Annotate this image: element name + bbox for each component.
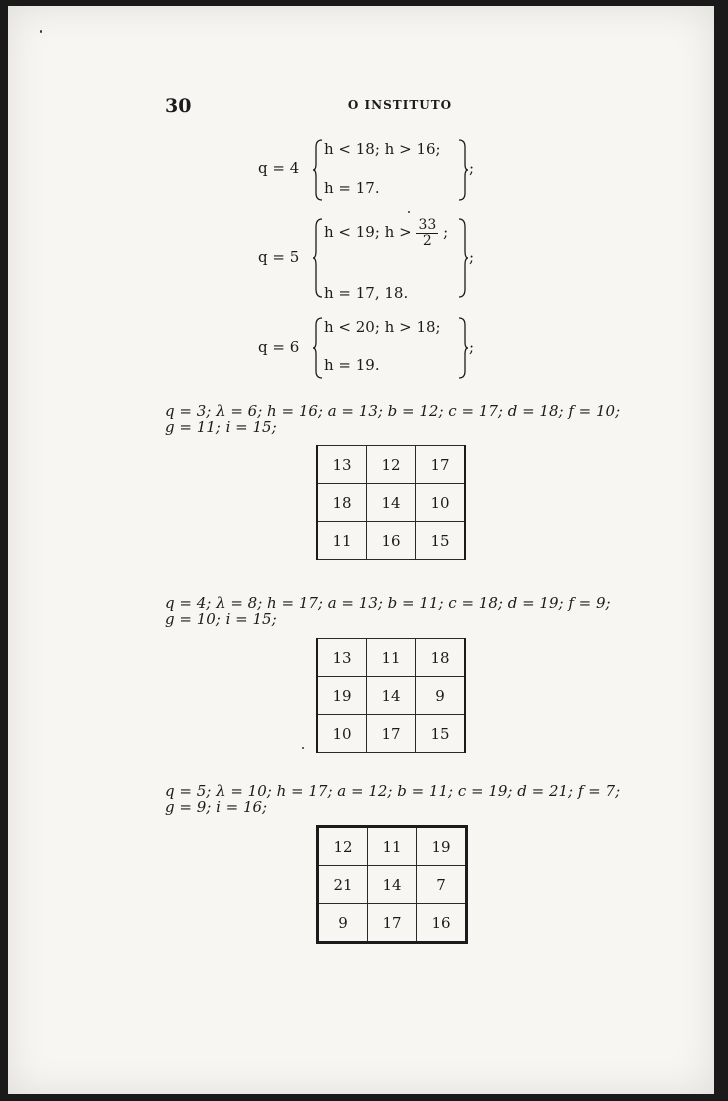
magic-square-3 [316, 825, 468, 944]
table-row [317, 715, 465, 753]
table-row [317, 677, 465, 715]
system-line-1a: h < 19; h > [324, 223, 412, 242]
square-params-line-1: q = 3; λ = 6; h = 16; a = 13; b = 12; c = 17; d = 18; f = 10; [165, 402, 621, 420]
table-cell: 10 [317, 715, 367, 753]
table-cell: 14 [367, 484, 416, 522]
table-cell: 11 [367, 639, 416, 677]
table-cell: 12 [318, 827, 368, 866]
table-row [317, 446, 465, 484]
table-cell: 17 [368, 904, 417, 943]
left-brace-icon [313, 317, 323, 379]
fraction-numerator: 33 [418, 217, 437, 233]
square-params-line-1: q = 4; λ = 8; h = 17; a = 13; b = 11; c = 18; d = 19; f = 9; [165, 594, 611, 612]
table-cell: 17 [416, 446, 466, 484]
table-cell: 15 [416, 522, 466, 560]
table-cell: 11 [368, 827, 417, 866]
system-line-2: h = 19. [324, 356, 380, 374]
table-row [318, 866, 467, 904]
table-cell: 18 [416, 639, 466, 677]
table-cell: 16 [367, 522, 416, 560]
system-q-label: q = 6 [258, 338, 300, 356]
left-brace-icon [313, 218, 323, 298]
table-cell: 12 [367, 446, 416, 484]
table-cell: 9 [416, 677, 466, 715]
table-row [318, 827, 467, 866]
running-head: O INSTITUTO [347, 98, 453, 112]
table-row [317, 639, 465, 677]
table-cell: 14 [368, 866, 417, 904]
table-row [318, 904, 467, 943]
table-cell: 11 [317, 522, 367, 560]
left-brace-icon [313, 139, 323, 201]
scan-speck [40, 30, 42, 33]
semicolon: ; [469, 159, 475, 177]
table-row [317, 522, 465, 560]
square-params-line-2: g = 10; i = 15; [165, 610, 277, 628]
fraction-denominator: 2 [422, 232, 432, 249]
table-cell: 15 [416, 715, 466, 753]
table-cell: 21 [318, 866, 368, 904]
system-line-2: h = 17. [324, 179, 380, 197]
table-cell: 17 [367, 715, 416, 753]
system-line-2: h = 17, 18. [324, 284, 409, 302]
system-q-label: q = 4 [258, 159, 300, 177]
table-cell: 16 [417, 904, 467, 943]
system-line-1 [324, 218, 448, 248]
table-cell: 19 [417, 827, 467, 866]
scan-speck [302, 747, 304, 749]
square-params-line-2: g = 9; i = 16; [165, 798, 268, 816]
table-cell: 19 [317, 677, 367, 715]
table-row [317, 484, 465, 522]
square-params-line-1: q = 5; λ = 10; h = 17; a = 12; b = 11; c = 19; d = 21; f = 7; [165, 782, 621, 800]
table-cell: 13 [317, 446, 367, 484]
right-brace-icon [458, 317, 468, 379]
magic-square-2 [316, 638, 466, 753]
page [8, 6, 714, 1094]
right-brace-icon [458, 218, 468, 298]
system-line-1b: ; [443, 223, 449, 242]
semicolon: ; [469, 248, 475, 266]
right-brace-icon [458, 139, 468, 201]
scan-speck [408, 211, 410, 213]
table-cell: 18 [317, 484, 367, 522]
system-line-1: h < 20; h > 18; [324, 318, 441, 336]
system-line-1: h < 18; h > 16; [324, 140, 441, 158]
table-cell: 7 [417, 866, 467, 904]
square-params-line-2: g = 11; i = 15; [165, 418, 277, 436]
table-cell: 13 [317, 639, 367, 677]
fraction [416, 218, 438, 248]
page-number: 30 [165, 95, 192, 117]
semicolon: ; [469, 338, 475, 356]
table-cell: 10 [416, 484, 466, 522]
magic-square-1 [316, 445, 466, 560]
table-cell: 9 [318, 904, 368, 943]
table-cell: 14 [367, 677, 416, 715]
system-q-label: q = 5 [258, 248, 300, 266]
